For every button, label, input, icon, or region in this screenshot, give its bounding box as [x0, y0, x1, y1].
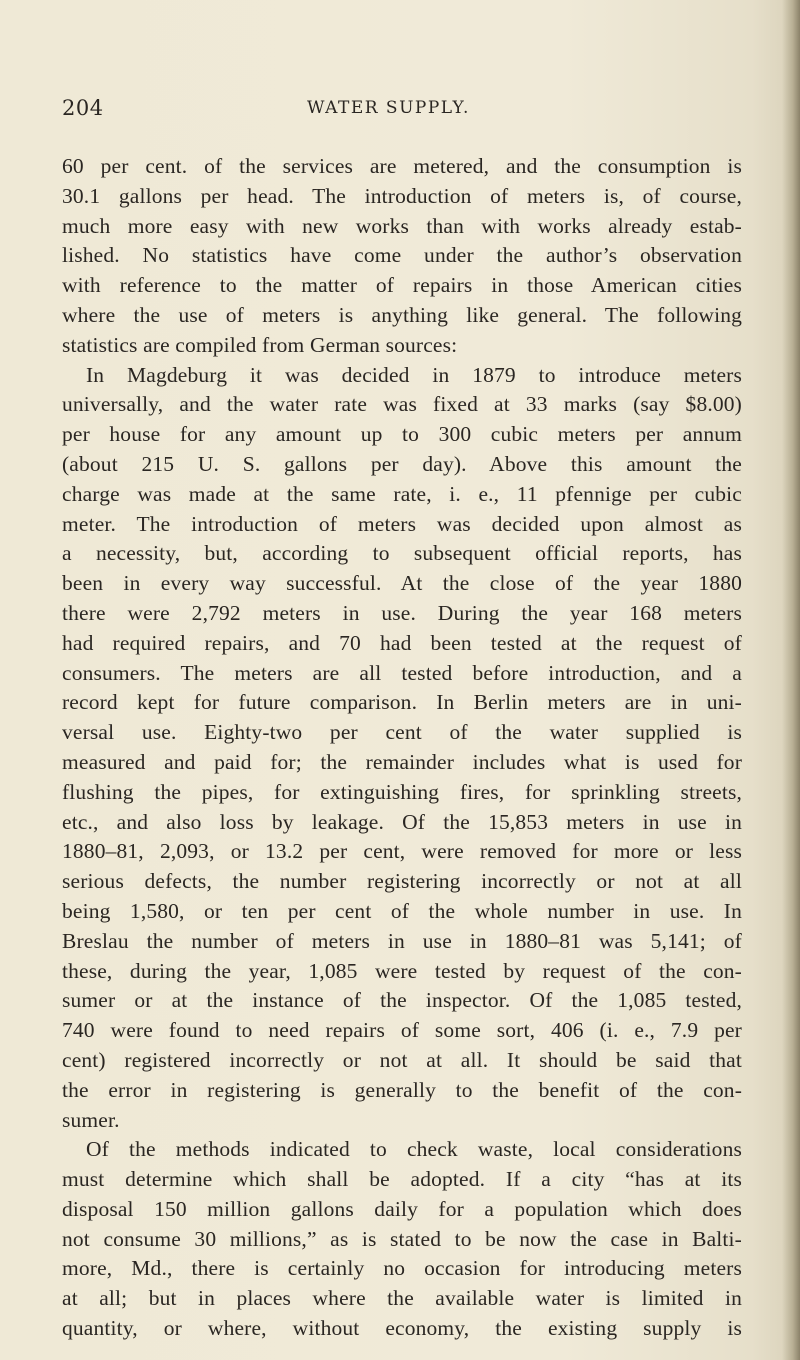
text-line: 740 were found to need repairs of some sort, 406 (i. e., 7.9 per	[62, 1018, 742, 1043]
text-line: 60 per cent. of the services are metered, and the consumption is	[62, 154, 742, 178]
text-line: (about 215 U. S. gallons per day). Above this amount the	[62, 451, 742, 476]
text-line: there were 2,792 meters in use. During the year 168 meters	[62, 600, 742, 625]
text-line: record kept for future comparison. In Berlin meters are in uni-	[62, 690, 742, 715]
text-line: much more easy with new works than with works already estab-	[62, 213, 742, 238]
text-line: consumers. The meters are all tested before introduction, and a	[62, 660, 742, 685]
text-line: per house for any amount up to 300 cubic meters per annum	[62, 422, 742, 447]
text-line: where the use of meters is anything like general. The following	[62, 302, 742, 327]
running-head: WATER SUPPLY.	[307, 98, 470, 118]
text-line: disposal 150 million gallons daily for a population which does	[62, 1196, 742, 1221]
text-line: serious defects, the number registering incorrectly or not at all	[62, 869, 742, 894]
text-line: meter. The introduction of meters was decided upon almost as	[62, 511, 742, 536]
text-line: universally, and the water rate was fixed at 33 marks (say $8.00)	[62, 392, 742, 417]
page-edge-shadow	[782, 0, 800, 1360]
page-number: 204	[62, 96, 104, 120]
page-header	[62, 96, 742, 126]
text-line: had required repairs, and 70 had been tested at the request of	[62, 630, 742, 655]
text-line: cent) registered incorrectly or not at all. It should be said that	[62, 1047, 742, 1072]
text-line: In Magdeburg it was decided in 1879 to introduce meters	[86, 362, 742, 387]
text-line: quantity, or where, without economy, the existing supply is	[62, 1316, 742, 1341]
text-line: being 1,580, or ten per cent of the whole number in use. In	[62, 898, 742, 923]
text-line: 30.1 gallons per head. The introduction of meters is, of course,	[62, 183, 742, 208]
text-line: sumer or at the instance of the inspector. Of the 1,085 tested,	[62, 988, 742, 1013]
text-line: Of the methods indicated to check waste, local considerations	[86, 1137, 742, 1162]
text-line: versal use. Eighty-two per cent of the water supplied is	[62, 720, 742, 745]
text-line: lished. No statistics have come under the author’s observation	[62, 243, 742, 268]
text-line: a necessity, but, according to subsequent official reports, has	[62, 541, 742, 566]
text-line: statistics are compiled from German sources:	[62, 332, 458, 357]
body-text	[62, 152, 742, 1344]
text-line: more, Md., there is certainly no occasion for introducing meters	[62, 1256, 742, 1281]
text-line: not consume 30 millions,” as is stated to be now the case in Balti-	[62, 1226, 742, 1251]
text-line: charge was made at the same rate, i. e., 11 pfennige per cubic	[62, 481, 742, 506]
text-line: etc., and also loss by leakage. Of the 15,853 meters in use in	[62, 809, 742, 834]
text-line: 1880–81, 2,093, or 13.2 per cent, were removed for more or less	[62, 839, 742, 864]
text-line: must determine which shall be adopted. If a city “has at its	[62, 1167, 742, 1192]
text-line: with reference to the matter of repairs in those American cities	[62, 273, 742, 298]
text-line: at all; but in places where the available water is limited in	[62, 1286, 742, 1311]
text-line: Breslau the number of meters in use in 1880–81 was 5,141; of	[62, 928, 742, 953]
text-line: these, during the year, 1,085 were tested by request of the con-	[62, 958, 742, 983]
text-line: been in every way successful. At the close of the year 1880	[62, 571, 742, 596]
text-line: measured and paid for; the remainder includes what is used for	[62, 749, 742, 774]
text-line: sumer.	[62, 1107, 120, 1132]
text-line: flushing the pipes, for extinguishing fires, for sprinkling streets,	[62, 779, 742, 804]
text-line: the error in registering is generally to the benefit of the con-	[62, 1077, 742, 1102]
